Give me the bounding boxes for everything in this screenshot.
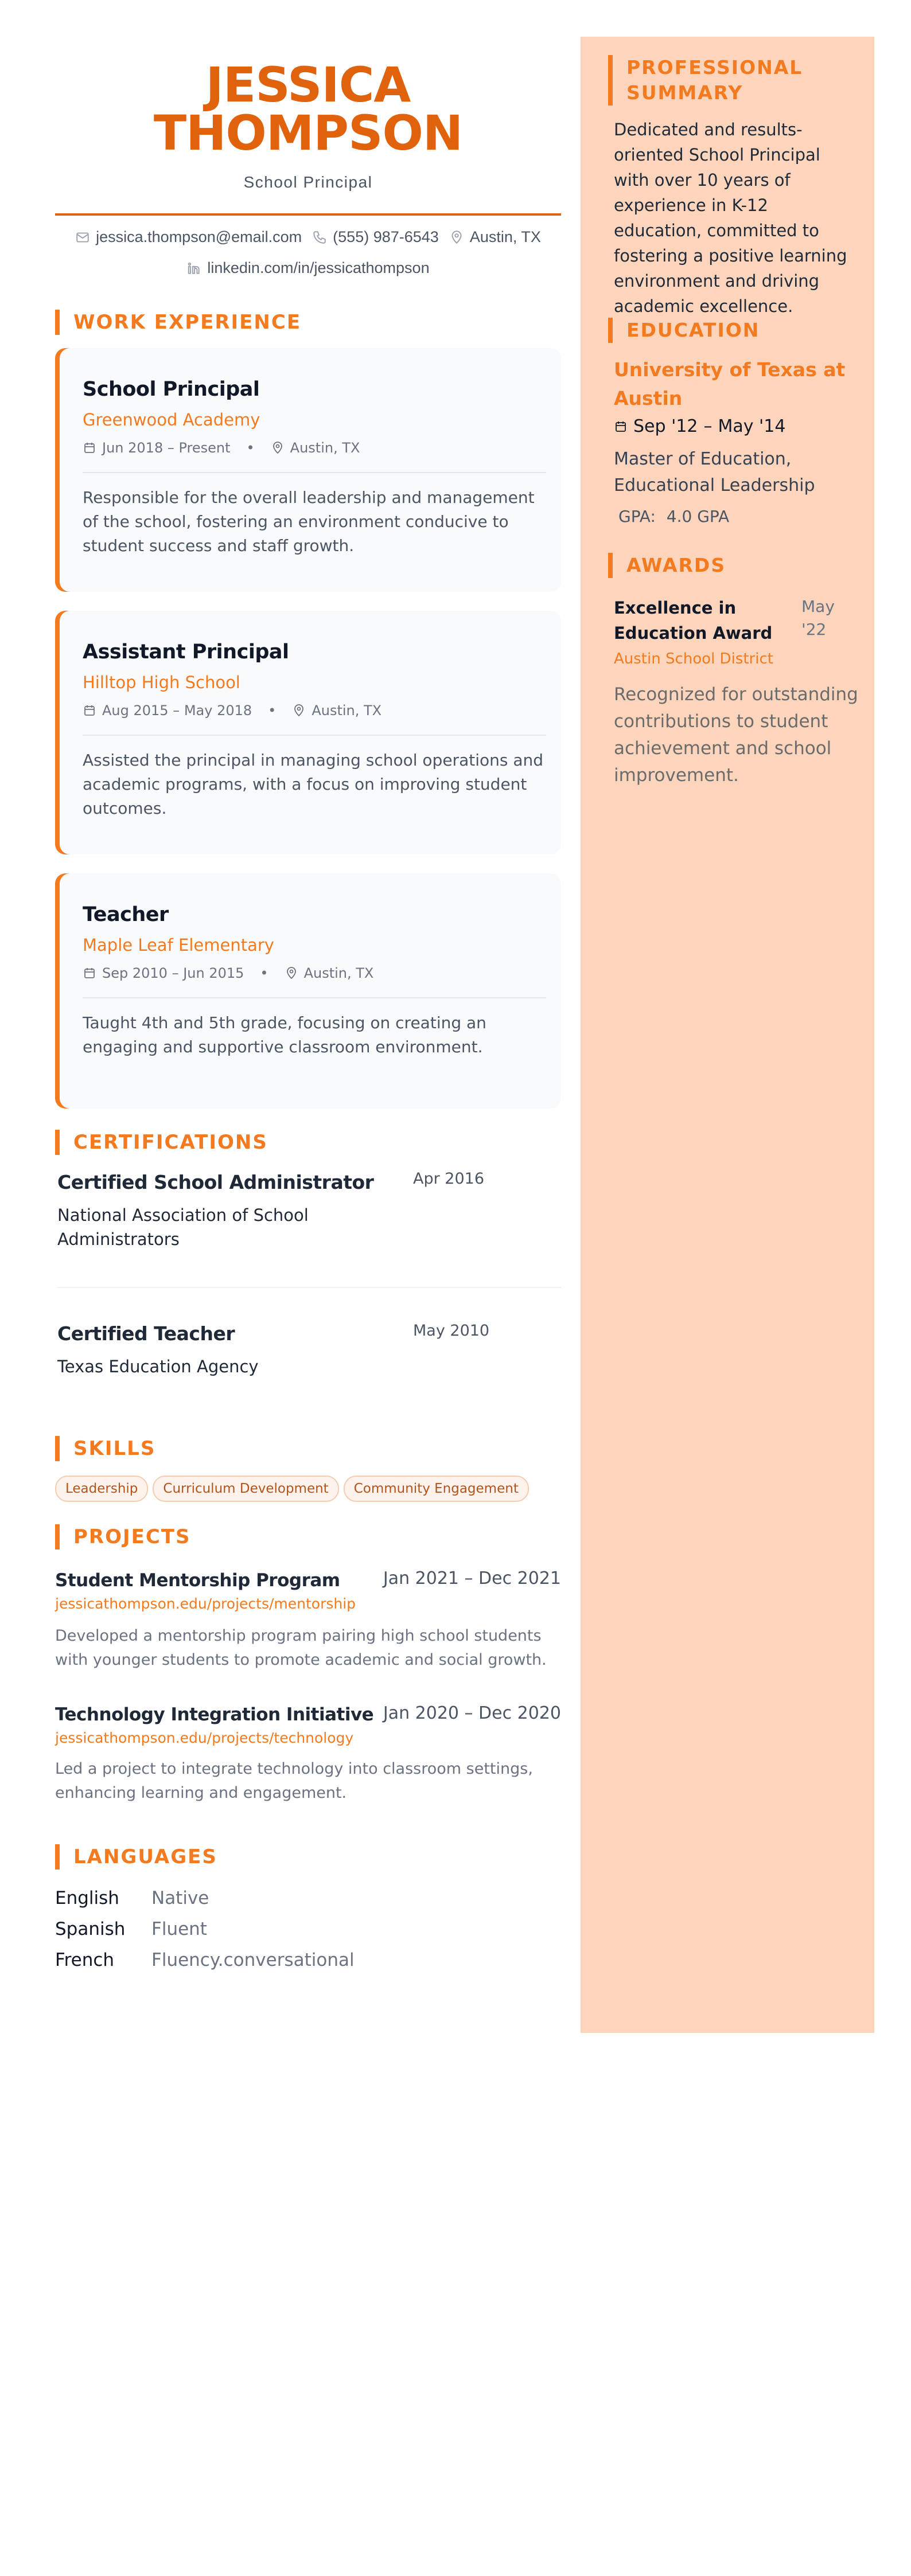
first-name: JESSICA bbox=[205, 57, 411, 113]
section-accent-bar bbox=[608, 318, 613, 343]
education-gpa bbox=[618, 507, 729, 526]
project-description: Developed a mentorship program pairing high school students with younger students to promote academic and social growth. bbox=[55, 1627, 547, 1669]
experience-dates: Aug 2015 – May 2018 bbox=[102, 702, 252, 719]
language-item bbox=[55, 1888, 209, 1908]
certification-date: Apr 2016 bbox=[413, 1170, 485, 1188]
section-title: LANGUAGES bbox=[73, 1845, 217, 1868]
language-item bbox=[55, 1950, 355, 1970]
education-degree: Master of Education, Educational Leadership bbox=[614, 449, 815, 495]
experience-meta bbox=[83, 702, 381, 719]
contact-linkedin[interactable] bbox=[186, 259, 429, 277]
summary-text: Dedicated and results-oriented School Principal with over 10 years of experience in K-12 education, committed to fostering a positive learning environment and driving academic excellence. bbox=[614, 120, 847, 316]
section-title: CERTIFICATIONS bbox=[73, 1131, 268, 1154]
certification-issuer: National Association of School Administrators bbox=[57, 1205, 309, 1249]
section-title: PROFESSIONAL SUMMARY bbox=[626, 56, 803, 104]
experience-card bbox=[55, 348, 561, 592]
card-divider bbox=[83, 735, 546, 736]
last-name: THOMPSON bbox=[153, 105, 463, 161]
experience-title: Assistant Principal bbox=[83, 641, 289, 663]
section-header-languages bbox=[55, 1844, 217, 1869]
experience-company: Greenwood Academy bbox=[83, 410, 260, 430]
skill-chip: Community Engagement bbox=[344, 1476, 529, 1502]
project-dates: Jan 2020 – Dec 2020 bbox=[383, 1703, 561, 1723]
linkedin-icon bbox=[186, 261, 201, 276]
experience-location: Austin, TX bbox=[290, 440, 360, 456]
education-school: University of Texas at Austin bbox=[614, 358, 846, 409]
calendar-icon bbox=[614, 420, 628, 434]
section-header-skills bbox=[55, 1436, 155, 1461]
separator-dot: • bbox=[268, 702, 277, 719]
section-accent-bar bbox=[55, 1436, 60, 1461]
certification-date: May 2010 bbox=[413, 1322, 490, 1340]
phone-icon bbox=[312, 230, 327, 245]
experience-company: Hilltop High School bbox=[83, 673, 240, 692]
skill-chip: Curriculum Development bbox=[153, 1476, 338, 1502]
map-pin-icon bbox=[285, 966, 298, 980]
experience-dates: Sep 2010 – Jun 2015 bbox=[102, 965, 244, 981]
experience-dates: Jun 2018 – Present bbox=[102, 440, 231, 456]
certification-name: Certified School Administrator bbox=[57, 1171, 374, 1193]
education-start: Sep '12 bbox=[633, 416, 698, 436]
award-description: Recognized for outstanding contributions to student achievement and school improvement. bbox=[614, 684, 858, 786]
language-name: English bbox=[55, 1888, 119, 1908]
section-accent-bar bbox=[608, 55, 613, 106]
project-name: Technology Integration Initiative bbox=[55, 1704, 374, 1725]
skill-chip: Leadership bbox=[55, 1476, 148, 1502]
experience-location: Austin, TX bbox=[303, 965, 374, 981]
section-title: WORK EXPERIENCE bbox=[73, 311, 302, 334]
language-level: Fluency.conversational bbox=[151, 1950, 355, 1970]
language-name: French bbox=[55, 1950, 115, 1970]
section-accent-bar bbox=[55, 310, 60, 335]
separator-dot: • bbox=[260, 965, 268, 981]
calendar-icon bbox=[83, 441, 96, 455]
section-title: SKILLS bbox=[73, 1437, 156, 1460]
location-text: Austin, TX bbox=[469, 228, 541, 245]
experience-meta bbox=[83, 965, 373, 981]
calendar-icon bbox=[83, 704, 96, 717]
section-header-awards bbox=[608, 553, 726, 578]
separator-dot: • bbox=[246, 440, 255, 456]
job-title: School Principal bbox=[243, 173, 373, 191]
section-header-education bbox=[608, 318, 760, 343]
experience-company: Maple Leaf Elementary bbox=[83, 935, 274, 955]
project-name: Student Mentorship Program bbox=[55, 1570, 340, 1591]
project-dates: Jan 2021 – Dec 2021 bbox=[383, 1568, 561, 1588]
map-pin-icon bbox=[292, 704, 306, 717]
skills-list bbox=[55, 1476, 529, 1502]
map-pin-icon bbox=[449, 230, 464, 245]
section-accent-bar bbox=[608, 553, 613, 578]
section-header-projects bbox=[55, 1524, 191, 1549]
project-link[interactable]: jessicathompson.edu/projects/technology bbox=[55, 1730, 354, 1746]
linkedin-text: linkedin.com/in/jessicathompson bbox=[207, 259, 430, 276]
experience-description: Responsible for the overall leadership and management of the school, fostering an environment conducive to student success and staff growth. bbox=[83, 488, 535, 555]
experience-description: Assisted the principal in managing school operations and academic programs, with a focus on improving student outcomes. bbox=[83, 751, 544, 818]
contact-row bbox=[55, 228, 561, 246]
certification-divider bbox=[57, 1287, 561, 1288]
project-link[interactable]: jessicathompson.edu/projects/mentorship bbox=[55, 1595, 356, 1612]
education-dates bbox=[614, 416, 785, 436]
experience-card bbox=[55, 873, 561, 1109]
phone-text: (555) 987-6543 bbox=[333, 228, 439, 245]
header-divider bbox=[55, 213, 561, 216]
card-divider bbox=[83, 997, 546, 998]
certification-name: Certified Teacher bbox=[57, 1322, 235, 1345]
experience-meta bbox=[83, 440, 360, 456]
project-description: Led a project to integrate technology into classroom settings, enhancing learning and engagement. bbox=[55, 1760, 533, 1802]
award-issuer: Austin School District bbox=[614, 650, 773, 668]
section-accent-bar bbox=[55, 1844, 60, 1869]
section-title: EDUCATION bbox=[626, 319, 760, 341]
mail-icon bbox=[75, 230, 90, 245]
experience-description: Taught 4th and 5th grade, focusing on creating an engaging and supportive classroom environment. bbox=[83, 1013, 486, 1056]
section-header-work bbox=[55, 310, 301, 335]
language-name: Spanish bbox=[55, 1919, 126, 1939]
award-date: May '22 bbox=[801, 597, 835, 639]
section-title: PROJECTS bbox=[73, 1525, 191, 1548]
contact-email[interactable] bbox=[75, 228, 302, 246]
language-level: Native bbox=[151, 1888, 209, 1908]
calendar-icon bbox=[83, 966, 96, 980]
date-separator: – bbox=[703, 416, 713, 436]
contact-phone[interactable] bbox=[312, 228, 439, 246]
certification-issuer: Texas Education Agency bbox=[57, 1357, 259, 1376]
experience-location: Austin, TX bbox=[312, 702, 382, 719]
gpa-value: 4.0 GPA bbox=[666, 507, 730, 526]
section-accent-bar bbox=[55, 1524, 60, 1549]
map-pin-icon bbox=[271, 441, 285, 455]
contact-row-2 bbox=[55, 259, 561, 277]
award-title: Excellence in Education Award bbox=[614, 598, 773, 643]
gpa-label: GPA: bbox=[618, 507, 656, 526]
section-title: AWARDS bbox=[626, 554, 726, 576]
card-divider bbox=[83, 472, 546, 473]
contact-location bbox=[449, 228, 541, 246]
email-text: jessica.thompson@email.com bbox=[96, 228, 302, 245]
education-end: May '14 bbox=[718, 416, 786, 436]
language-level: Fluent bbox=[151, 1919, 207, 1939]
sidebar bbox=[581, 37, 874, 2033]
section-header-certifications bbox=[55, 1130, 268, 1155]
experience-title: Teacher bbox=[83, 903, 169, 926]
language-item bbox=[55, 1919, 207, 1939]
section-accent-bar bbox=[55, 1130, 60, 1155]
experience-title: School Principal bbox=[83, 378, 260, 401]
experience-card bbox=[55, 611, 561, 854]
section-header-summary bbox=[608, 55, 822, 106]
